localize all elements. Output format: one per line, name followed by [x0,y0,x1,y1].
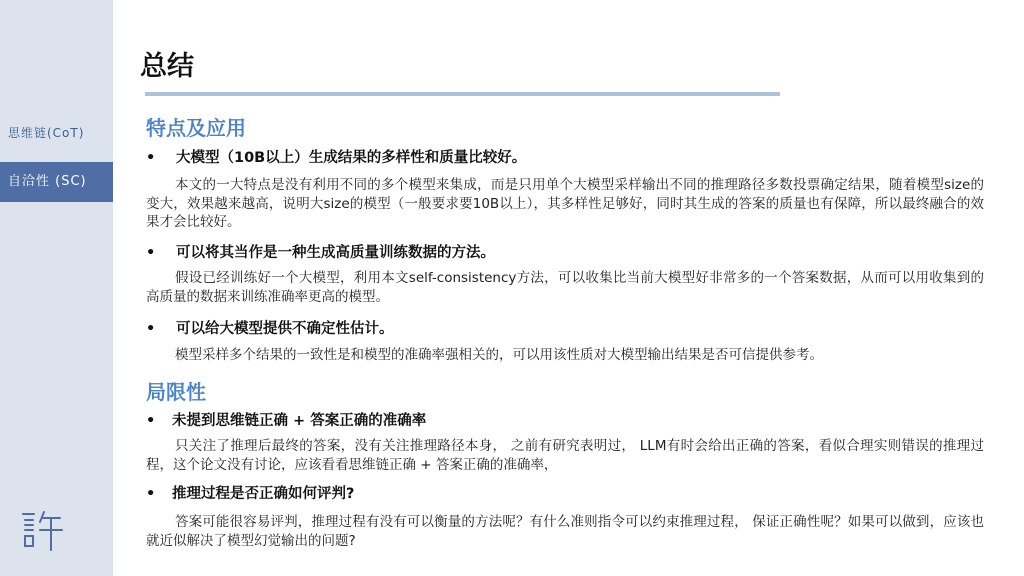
point-body: 本文的一大特点是没有利用不同的多个模型来集成，而是只用单个大模型采样输出不同的推理路径多数投票确定结果，随着模型size的变大，效果越来越高，说明大size的模型（一般要求要10B以上），其多样性足够好，同时其生成的答案的质量也有保障，所以最终融合的效果才会比较好。 [146,177,984,230]
xu-character-logo-icon [20,508,64,552]
title-divider [145,92,780,96]
point-title [146,409,426,430]
point-body: 只关注了推理后最终的答案，没有关注推理路径本身， 之前有研究表明过， LLM有时会给出正确的答案，看似合理实则错误的推理过程，这个论文没有讨论，应该看看思维链正确 + 答案正确的准确率， [146,438,984,473]
point-body: 模型采样多个结果的一致性是和模型的准确率强相关的，可以用该性质对大模型输出结果是否可信提供参考。 [175,347,823,363]
point-title-text: 推理过程是否正确如何评判? [172,486,355,502]
page-title: 总结 [140,51,194,82]
point-title [146,317,394,338]
section-heading-features: 特点及应用 [146,116,246,140]
point-title-text: 可以给大模型提供不确定性估计。 [176,321,394,337]
point-title [146,241,495,262]
point-title [146,146,526,167]
point-title-text: 大模型（10B以上）生成结果的多样性和质量比较好。 [176,150,527,166]
point-title-text: 未提到思维链正确 + 答案正确的准确率 [172,413,427,429]
sidebar-item-sc[interactable]: 自洽性 (SC) [0,162,113,202]
bullet-dot: • [146,413,156,429]
bullet-dot: • [146,321,156,337]
point-title-text: 可以将其当作是一种生成高质量训练数据的方法。 [176,245,495,261]
bullet-dot: • [146,245,156,261]
bullet-dot: • [146,486,156,502]
section-heading-limitations: 局限性 [146,380,206,404]
point-body: 假设已经训练好一个大模型，利用本文self-consistency方法，可以收集比当前大模型好非常多的一个答案数据，从而可以用收集到的高质量的数据来训练准确率更高的模型。 [146,270,984,305]
bullet-dot: • [146,150,156,166]
point-body: 答案可能很容易评判，推理过程有没有可以衡量的方法呢？有什么准则指令可以约束推理过程， 保证正确性呢？如果可以做到，应该也就近似解决了模型幻觉输出的问题? [146,514,984,549]
sidebar-item-cot[interactable]: 思维链(CoT) [8,126,85,140]
sidebar [0,0,113,576]
point-title [146,482,354,503]
